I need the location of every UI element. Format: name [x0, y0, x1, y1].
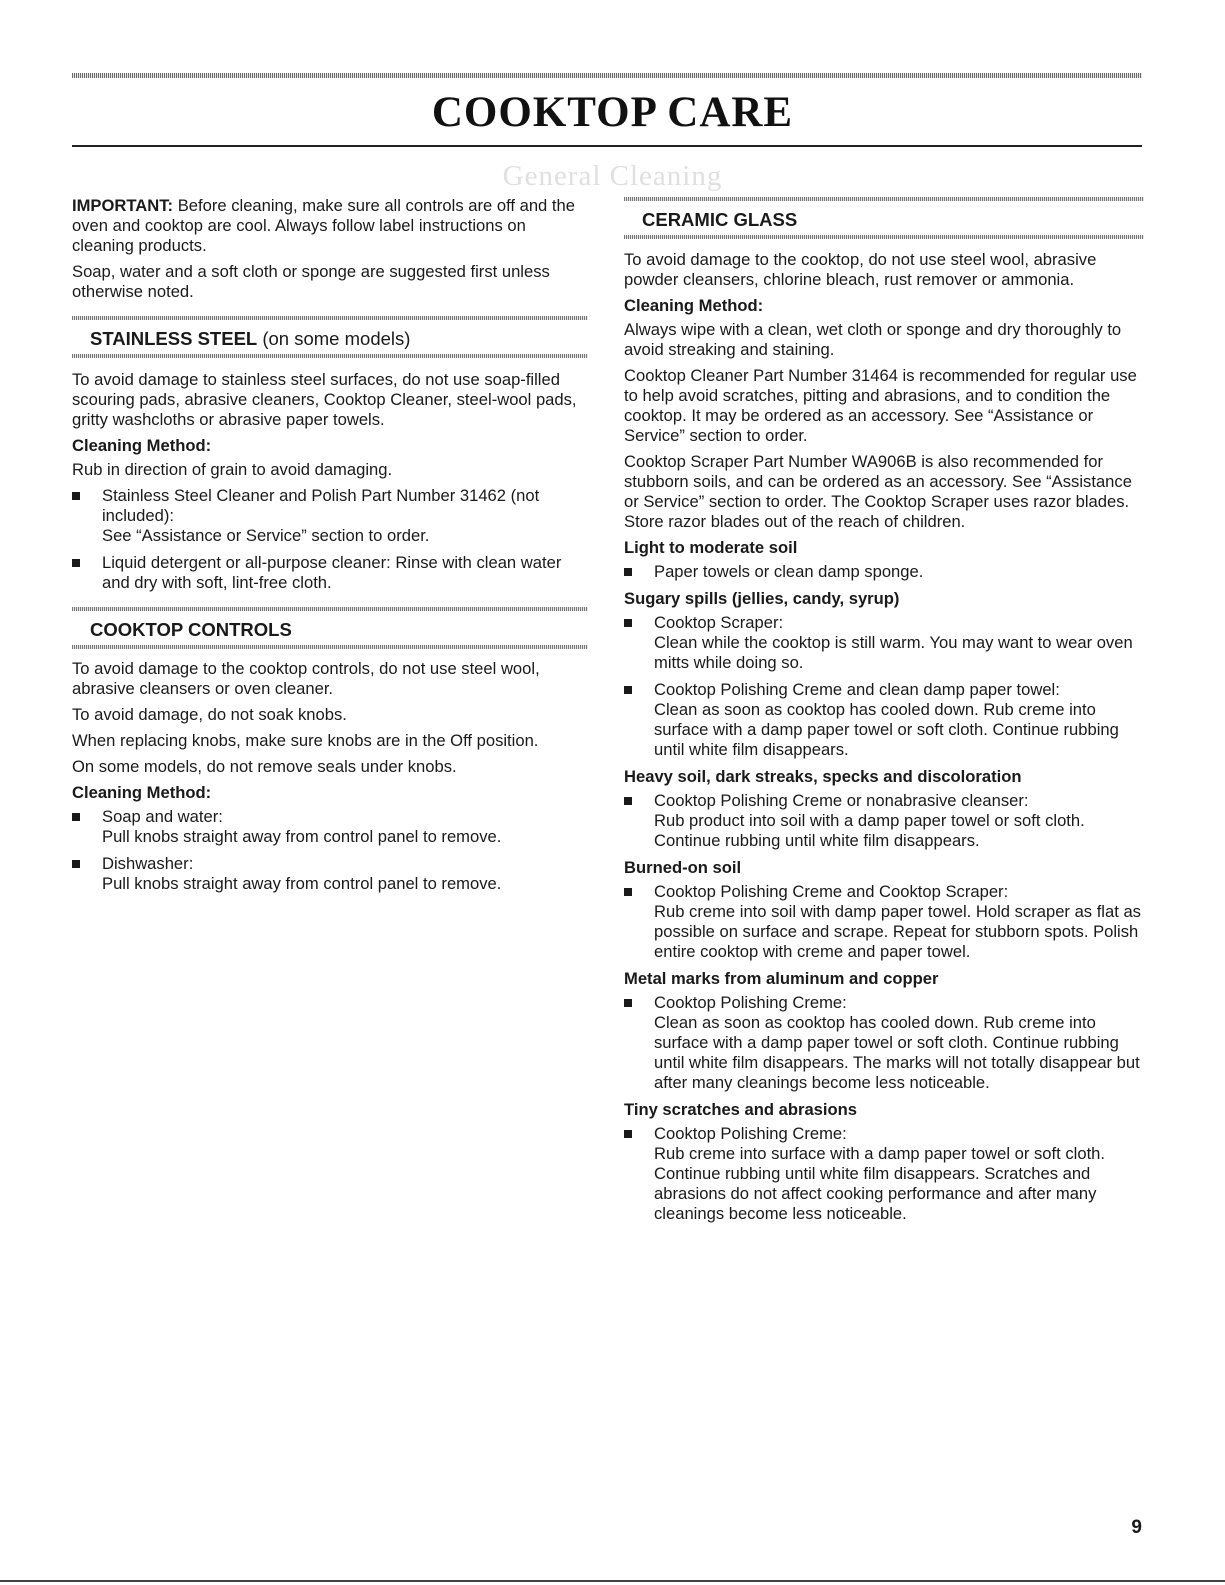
- section-subtitle: General Cleaning: [502, 160, 723, 192]
- bullet-line: Pull knobs straight away from control panel to remove.: [102, 874, 502, 893]
- controls-para: On some models, do not remove seals under knobs.: [72, 757, 457, 776]
- tiny-label: Tiny scratches and abrasions: [624, 1100, 858, 1119]
- bullet-line: Cooktop Polishing Creme and Cooktop Scraper:: [654, 882, 1009, 901]
- section-divider: [72, 354, 588, 358]
- bullet-line: Cooktop Scraper:: [654, 613, 784, 632]
- stainless-heading-note: (on some models): [257, 328, 411, 349]
- important-text: Before cleaning, make sure all controls are off and the oven and cooktop are cool. Always follow label instructions on cleaning products.: [72, 196, 575, 255]
- controls-para: To avoid damage to the cooktop controls, do not use steel wool, abrasive cleansers or oven cleaner.: [72, 659, 540, 698]
- bullet-line: Clean while the cooktop is still warm. You may want to wear oven mitts while doing so.: [654, 633, 1133, 672]
- bullet-line: Cooktop Polishing Creme:: [654, 993, 847, 1012]
- stainless-bullets: [72, 486, 588, 593]
- sugary-label: Sugary spills (jellies, candy, syrup): [624, 589, 900, 608]
- list-item: [624, 993, 1144, 1093]
- ceramic-para: Cooktop Cleaner Part Number 31464 is recommended for regular use to help avoid scratches, pitting and abrasions, and to condition the cooktop. It may be ordered as an accessory. See “Assistance or Service” section to order.: [624, 366, 1137, 445]
- bullet-line: Rub product into soil with a damp paper towel or soft cloth. Continue rubbing until white film disappears.: [654, 811, 1085, 850]
- bullet-line: Cooktop Polishing Creme and clean damp paper towel:: [654, 680, 1060, 699]
- list-item: [72, 486, 588, 546]
- metal-label: Metal marks from aluminum and copper: [624, 969, 939, 988]
- stainless-method-label: Cleaning Method:: [72, 436, 212, 455]
- stainless-heading: STAINLESS STEEL: [90, 328, 258, 349]
- ceramic-method-label: Cleaning Method:: [624, 296, 764, 315]
- bullet-line: See “Assistance or Service” section to order.: [102, 526, 430, 545]
- bullet-line: Stainless Steel Cleaner and Polish Part Number 31462 (not included):: [102, 486, 540, 525]
- ceramic-intro: To avoid damage to the cooktop, do not use steel wool, abrasive powder cleansers, chlorine bleach, rust remover or ammonia.: [624, 250, 1097, 289]
- list-item: [624, 613, 1144, 673]
- list-item: [624, 680, 1144, 760]
- stainless-method-text: Rub in direction of grain to avoid damaging.: [72, 460, 393, 479]
- burned-label: Burned-on soil: [624, 858, 742, 877]
- section-divider: [72, 645, 588, 649]
- heavy-label: Heavy soil, dark streaks, specks and discoloration: [624, 767, 1022, 786]
- list-item: [624, 562, 1144, 582]
- list-item: [624, 791, 1144, 851]
- light-soil-bullets: [624, 562, 1144, 582]
- bullet-line: Dishwasher:: [102, 854, 194, 873]
- light-soil-label: Light to moderate soil: [624, 538, 798, 557]
- bullet-line: Clean as soon as cooktop has cooled down. Rub creme into surface with a damp paper towel or soft cloth. Continue rubbing until white film disappears.: [654, 700, 1119, 759]
- bullet-line: Liquid detergent or all-purpose cleaner: Rinse with clean water and dry with soft, lint-free cloth.: [102, 553, 562, 592]
- bullet-line: Paper towels or clean damp sponge.: [654, 562, 924, 581]
- controls-heading: COOKTOP CONTROLS: [90, 619, 292, 640]
- bullet-line: Cooktop Polishing Creme:: [654, 1124, 847, 1143]
- stainless-intro: To avoid damage to stainless steel surfaces, do not use soap-filled scouring pads, abrasive cleaners, Cooktop Cleaner, steel-wool pads, gritty washcloths or abrasive paper towels.: [72, 370, 577, 429]
- bullet-line: Soap and water:: [102, 807, 223, 826]
- list-item: [624, 882, 1144, 962]
- bullet-line: Rub creme into soil with damp paper towel. Hold scraper as flat as possible on surface and scrape. Repeat for stubborn spots. Polish entire cooktop with creme and paper towel.: [654, 902, 1141, 961]
- top-dotted-rule: [72, 73, 1142, 78]
- controls-para: When replacing knobs, make sure knobs are in the Off position.: [72, 731, 539, 750]
- right-column: [624, 197, 1144, 1231]
- bullet-line: Cooktop Polishing Creme or nonabrasive cleanser:: [654, 791, 1029, 810]
- bullet-line: Rub creme into surface with a damp paper towel or soft cloth. Continue rubbing until white film disappears. Scratches and abrasions do not affect cooking performance and after many cleanings become less noticeable.: [654, 1144, 1106, 1223]
- controls-method-label: Cleaning Method:: [72, 783, 212, 802]
- controls-section: [72, 607, 588, 894]
- list-item: [72, 553, 588, 593]
- ceramic-para: Cooktop Scraper Part Number WA906B is also recommended for stubborn soils, and can be ordered as an accessory. See “Assistance or Service” section to order. The Cooktop Scraper uses razor blades. Store razor blades out of the reach of children.: [624, 452, 1132, 531]
- metal-bullets: [624, 993, 1144, 1093]
- section-divider: [624, 235, 1144, 239]
- burned-bullets: [624, 882, 1144, 962]
- page-title: COOKTOP CARE: [431, 89, 794, 136]
- left-column: [72, 196, 588, 901]
- soap-paragraph: Soap, water and a soft cloth or sponge are suggested first unless otherwise noted.: [72, 262, 550, 301]
- important-label: IMPORTANT:: [72, 196, 174, 215]
- list-item: [72, 854, 588, 894]
- stainless-section: [72, 316, 588, 593]
- bullet-line: Clean as soon as cooktop has cooled down. Rub creme into surface with a damp paper towel or soft cloth. Continue rubbing until white film disappears. The marks will not totally disappear but after many cleanings become less noticeable.: [654, 1013, 1140, 1092]
- ceramic-heading: CERAMIC GLASS: [642, 209, 798, 230]
- ceramic-para: Always wipe with a clean, wet cloth or sponge and dry thoroughly to avoid streaking and staining.: [624, 320, 1122, 359]
- title-rule: [72, 145, 1142, 147]
- tiny-bullets: [624, 1124, 1144, 1224]
- controls-bullets: [72, 807, 588, 894]
- controls-para: To avoid damage, do not soak knobs.: [72, 705, 347, 724]
- page-number: 9: [1131, 1517, 1142, 1538]
- section-heading: [72, 320, 588, 354]
- important-paragraph: [72, 196, 588, 256]
- bottom-rule: [0, 1580, 1225, 1582]
- heavy-bullets: [624, 791, 1144, 851]
- list-item: [624, 1124, 1144, 1224]
- bullet-line: Pull knobs straight away from control panel to remove.: [102, 827, 502, 846]
- sugary-bullets: [624, 613, 1144, 760]
- list-item: [72, 807, 588, 847]
